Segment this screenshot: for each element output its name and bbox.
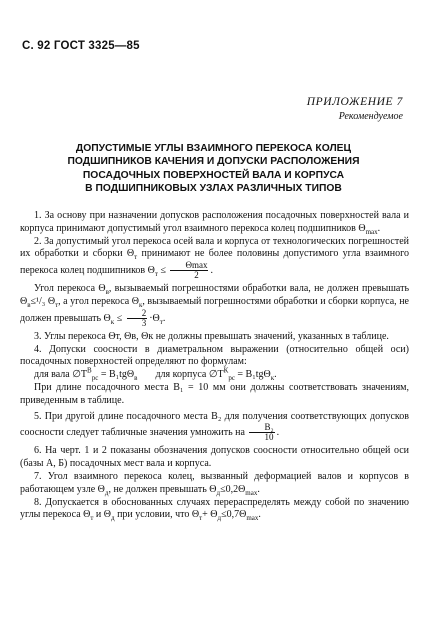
paragraph-8: 6. На черт. 1 и 2 показаны обозначения допусков соосности относительно общей оси (базы А, Б) посадочных мест вала и корпуса. [20,445,409,470]
paragraph-3: Угол перекоса $\Theta_в$, вызываемый погрешностями обработки вала, не должен превышать $\Theta_в\le^1/_3$ $\Theta_т$, а угол перекоса $\Theta_к$, вызываемый погрешностями обработки и сборки корпуса, не должен превышать $\Theta_к$ ≤ $\frac{2}{3}$ $\cdot\Theta_т$. [20,283,410,328]
formula-line: для вала $\emptyset T^В_{рс} = B_1tg\Theta_в$ для корпуса $\emptyset T^К_{рс} = B_1tg\Theta_к$. [34,366,277,383]
paragraph-4: 3. Углы перекоса Θт, Θв, Θк не должны превышать значений, указанных в таблице. [34,330,389,342]
appendix-label [307,96,403,122]
paragraph-7: 5. При другой длине посадочного места B₂ для получения соответствующих допусков соосности следует табличные значения умножить на $\frac{\text{B₂}}{10}$ . [20,410,409,443]
fraction: $\frac{\text{B₂}}{10}$ [249,423,274,442]
title-line: ДОПУСТИМЫЕ УГЛЫ ВЗАИМНОГО ПЕРЕКОСА КОЛЕЦ [75,143,352,154]
appendix-subtitle: Рекомендуемое [338,111,403,122]
fraction: $\frac{2}{3}$ [127,309,148,328]
paragraph-5: 4. Допуски соосности в диаметральном выражении (относительно общей оси) посадочных поверхностей определяют по формулам: [20,343,409,368]
paragraph-1: 1. За основу при назначении допусков расположения посадочных поверхностей вала и корпуса принимают допустимый угол взаимного перекоса колец подшипников $\Theta_{max}$. [20,210,409,236]
paragraph-6: При длине посадочного места B₁ = 10 мм они должны соответствовать значениям, приведенным в таблице. [20,381,409,406]
document-title [20,142,407,196]
title-line: В ПОДШИПНИКОВЫХ УЗЛАХ РАЗЛИЧНЫХ ТИПОВ [85,183,342,195]
appendix-title: ПРИЛОЖЕНИЕ 7 [306,96,403,108]
document-body [20,210,409,522]
title-line: ПОДШИПНИКОВ КАЧЕНИЯ И ДОПУСКИ РАСПОЛОЖЕНИЯ [67,156,360,168]
fraction: $\frac{\Theta\max}{2}$ [170,261,208,280]
paragraph-2: 2. За допустимый угол перекоса осей вала и корпуса от технологических погрешностей их обработки и сборки $\Theta_т$ принимают не более половины допустимого угла взаимного перекоса колец подшипников $\Theta_т$ ≤ $\frac{\Theta\max}{2}$ . [20,235,409,281]
paragraph-9: 7. Угол взаимного перекоса колец, вызванный деформацией валов и корпусов в работающем узле $\Theta_д$, не должен превышать $\Theta_д\le 0,2\Theta_{max}$. [20,470,409,497]
title-line: ПОСАДОЧНЫХ ПОВЕРХНОСТЕЙ ВАЛА И КОРПУСА [82,169,345,181]
paragraph-10: 8. Допускается в обоснованных случаях перераспределять между собой по значению углы перекоса $\Theta_т$ и $\Theta_д$ при условии, что $\Theta_т+ \Theta_д\le 0,7\Theta_{max}$. [20,496,409,523]
page-header: С. 92 ГОСТ 3325—85 [22,40,140,52]
